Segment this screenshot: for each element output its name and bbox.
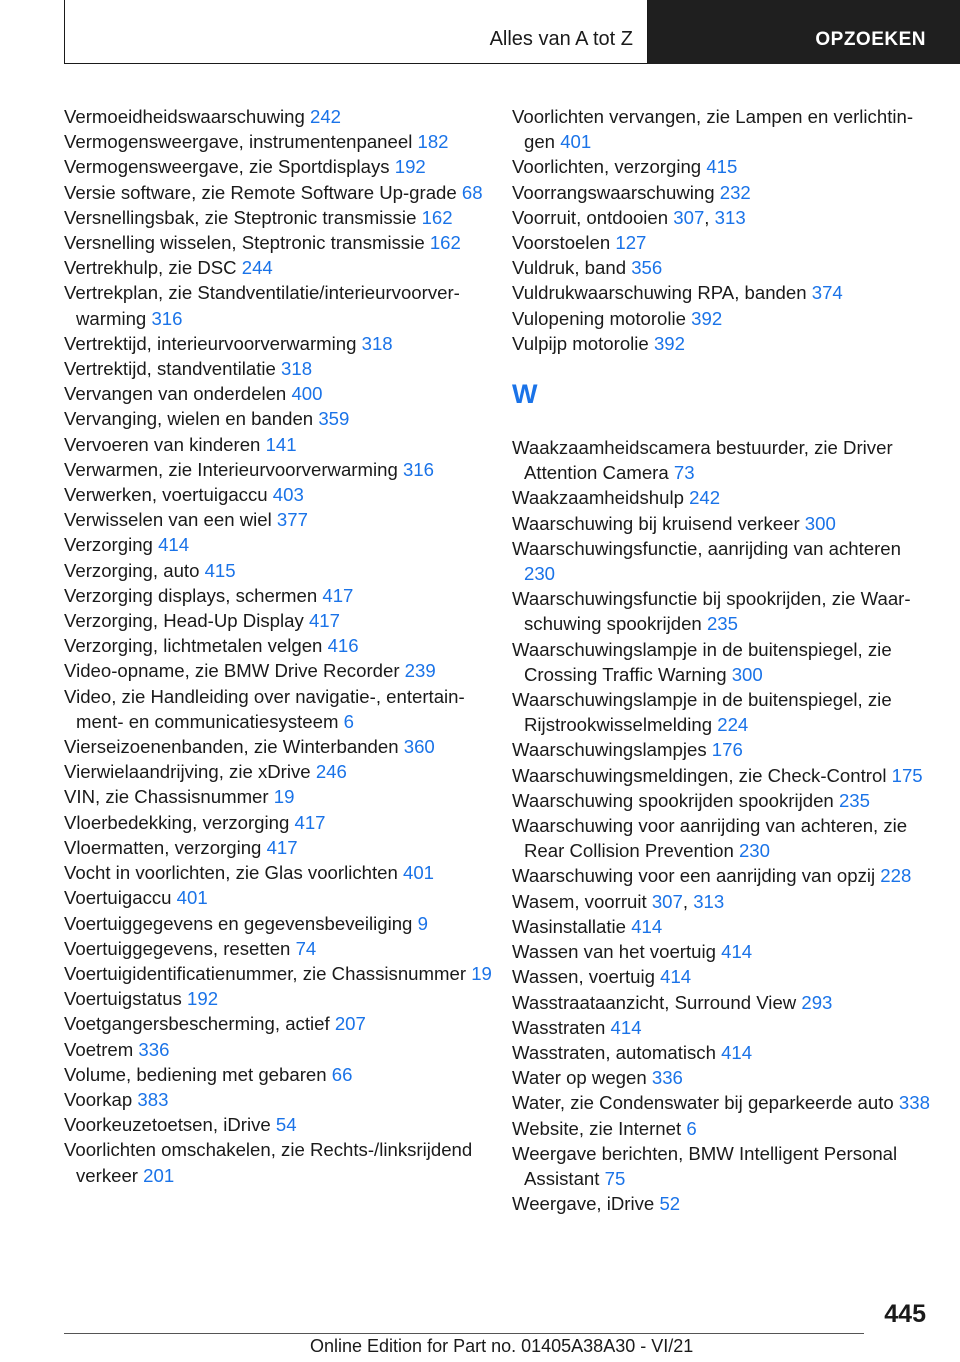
page-link[interactable]: 73 [673,462,695,484]
index-entry [512,737,932,762]
page-link[interactable]: 9 [417,912,428,934]
index-term: Voorlichten, verzorging [512,156,707,178]
page-link[interactable]: 182 [417,131,449,153]
index-entry [64,558,494,583]
index-entry [512,180,932,205]
index-term: Voetgangersbescherming, actief [64,1013,335,1035]
index-term: Waarschuwing spookrijden spookrijden [512,789,839,811]
page-link[interactable]: 307 [673,206,705,228]
page-link[interactable]: 224 [717,714,749,736]
index-entry [64,633,494,658]
index-term: Vertrekplan, zie Standventilatie/interieurvoorverwarming [64,282,460,329]
index-entry [64,356,494,381]
index-entry [512,1090,932,1115]
index-entry [64,885,494,910]
index-term: Voertuiggegevens en gegevensbeveiliging [64,912,418,934]
index-term: Weergave berichten, BMW Intelligent Personal Assistant [512,1142,898,1189]
index-term: Video, zie Handleiding over navigatie-, entertainment- en communicatiesysteem [64,685,465,732]
index-entry [64,482,494,507]
index-term: Vuldrukwaarschuwing RPA, banden [512,282,812,304]
page-link[interactable]: 293 [801,991,833,1013]
index-term: Voertuigaccu [64,887,177,909]
index-entry [512,104,932,154]
index-term: Voorrangswaarschuwing [512,181,720,203]
index-term: Voertuigstatus [64,988,188,1010]
index-term: Voorlichten omschakelen, zie Rechts-/linksrijdend verkeer [64,1139,473,1186]
footer-divider [64,1333,864,1334]
index-group-w [512,435,932,1216]
page-link[interactable]: 235 [838,789,870,811]
index-term: Vierwielaandrijving, zie xDrive [64,761,316,783]
page-link[interactable]: 230 [738,840,770,862]
index-term: Voetrem [64,1038,139,1060]
index-entry [64,734,494,759]
page-link[interactable]: 313 [714,206,746,228]
index-term: Voorkap [64,1088,138,1110]
index-term: Volume, bediening met gebaren [64,1063,332,1085]
index-entry [64,759,494,784]
page-link[interactable]: 318 [361,332,393,354]
page-link[interactable]: 318 [281,358,313,380]
index-entry [512,331,932,356]
page-link[interactable]: 414 [610,1016,642,1038]
page-link[interactable]: 392 [653,332,685,354]
page-link[interactable]: 416 [327,635,359,657]
page-link[interactable]: 316 [151,307,183,329]
page-link[interactable]: 54 [275,1114,297,1136]
index-term: Vierseizoenenbanden, zie Winterbanden [64,736,404,758]
page-link[interactable]: 400 [291,383,323,405]
index-entry [64,432,494,457]
page-link[interactable]: 401 [403,862,435,884]
index-entry [64,129,494,154]
index-entry [512,536,932,586]
index-term: Wasstraten [512,1016,611,1038]
page-link[interactable]: 414 [721,1041,753,1063]
index-term: Verwisselen van een wiel [64,509,277,531]
page-link[interactable]: 232 [719,181,751,203]
index-entry [64,331,494,356]
index-entry [64,810,494,835]
index-term: Vermoeidheidswaarschuwing [64,106,310,127]
index-term: Vermogensweergave, instrumentenpaneel [64,131,418,153]
index-term: Verzorging, lichtmetalen velgen [64,635,328,657]
index-term: Wasem, voorruit [512,890,652,912]
index-term: Wassen van het voertuig [512,941,722,963]
page-link[interactable]: 242 [689,487,721,509]
index-entry [512,205,932,230]
index-entry [64,104,494,129]
index-entry [512,306,932,331]
index-term: Vulpijp motorolie [512,332,654,354]
page-link[interactable]: 415 [706,156,738,178]
page-link[interactable]: 401 [560,131,592,153]
index-term: Verzorging displays, schermen [64,584,323,606]
index-term: Waarschuwingsfunctie bij spookrijden, zie Waarschuwing spookrijden [512,588,911,635]
page-link[interactable]: 162 [421,206,453,228]
index-entry [512,637,932,687]
index-entry [64,406,494,431]
index-term: Vervoeren van kinderen [64,433,266,455]
index-entry [64,658,494,683]
index-entry [64,911,494,936]
page-link[interactable]: 414 [158,534,190,556]
page-link[interactable]: 401 [176,887,208,909]
page-link[interactable]: 374 [811,282,843,304]
index-entry [64,532,494,557]
index-term: Vloerbedekking, verzorging [64,811,295,833]
index-term: Vulopening motorolie [512,307,692,329]
page-link[interactable]: 359 [318,408,350,430]
index-entry [64,457,494,482]
index-column-right [512,104,932,1216]
index-term: Waarschuwing voor aanrijding van achteren, zie Rear Collision Prevention [512,815,908,862]
index-entry [512,1141,932,1191]
page-link[interactable]: 192 [394,156,426,178]
index-entry [64,936,494,961]
index-term: Waakzaamheidscamera bestuurder, zie Driver Attention Camera [512,437,893,484]
index-entry [512,914,932,939]
page-link[interactable]: 244 [241,257,273,279]
page-link[interactable]: 176 [711,739,743,761]
index-entry [512,586,932,636]
section-title: Alles van A tot Z [489,28,633,50]
index-entry [512,154,932,179]
chapter-tab [648,0,960,64]
index-term: Waarschuwing bij kruisend verkeer [512,512,805,534]
index-entry [512,255,932,280]
page-link[interactable]: 377 [276,509,308,531]
page-link[interactable]: 392 [691,307,723,329]
page-link[interactable]: 414 [721,941,753,963]
section-tab [64,0,648,64]
index-term: Water op wegen [512,1067,652,1089]
index-term: Vervanging, wielen en banden [64,408,319,430]
index-term: Waarschuwingslampjes [512,739,712,761]
index-term: Verwerken, voertuigaccu [64,484,273,506]
page-link[interactable]: 52 [659,1193,681,1215]
index-column-left [64,104,494,1188]
page-link[interactable]: 417 [308,610,340,632]
index-term: Versnellingsbak, zie Steptronic transmissie [64,206,422,228]
index-entry [64,961,494,986]
page-link[interactable]: 68 [461,181,483,203]
page-link[interactable]: 75 [604,1167,626,1189]
index-entry [64,230,494,255]
page-link[interactable]: 246 [315,761,347,783]
page-link[interactable]: 300 [731,663,763,685]
index-entry [512,1116,932,1141]
page-link[interactable]: 235 [706,613,738,635]
index-term: Vertrekhulp, zie DSC [64,257,242,279]
index-entry [512,939,932,964]
index-entry [512,763,932,788]
index-entry [64,835,494,860]
index-term: Versie software, zie Remote Software Up-grade [64,181,462,203]
page-link[interactable]: 19 [471,962,492,984]
index-entry [64,1011,494,1036]
index-term: Voorlichten vervangen, zie Lampen en verlichtingen [512,106,914,153]
page-link[interactable]: 74 [295,937,317,959]
index-term: Waarschuwingslampje in de buitenspiegel, zie Rijstrookwisselmelding [512,689,892,736]
letter-heading: W [512,379,538,410]
index-entry [512,687,932,737]
page-link[interactable]: 207 [334,1013,366,1035]
index-term: Vloermatten, verzorging [64,836,267,858]
index-term: Wasstraataanzicht, Surround View [512,991,802,1013]
index-term: Versnelling wisselen, Steptronic transmissie [64,232,430,254]
page-header [0,0,960,66]
page-link[interactable]: 201 [143,1164,175,1186]
index-term: Water, zie Condenswater bij geparkeerde auto [512,1092,899,1114]
page-link[interactable]: 242 [310,106,342,127]
index-entry [512,1065,932,1090]
page-link[interactable]: 239 [404,660,436,682]
index-term: Vertrektijd, standventilatie [64,358,282,380]
index-entry [512,990,932,1015]
page-link[interactable]: 383 [137,1088,169,1110]
index-term: Vermogensweergave, zie Sportdisplays [64,156,395,178]
page-link[interactable]: 300 [804,512,836,534]
index-group-v [512,104,932,356]
index-entry [512,511,932,536]
page-link[interactable]: 141 [265,433,297,455]
index-entry [64,684,494,734]
index-entry [64,1062,494,1087]
index-entry [64,1137,494,1187]
page-link[interactable]: 19 [273,786,295,808]
index-entry [64,1112,494,1137]
page-link[interactable]: 316 [402,458,434,480]
index-entry [64,507,494,532]
index-term: Verwarmen, zie Interieurvoorverwarming [64,458,403,480]
page-link[interactable]: 6 [686,1117,697,1139]
chapter-title: OPZOEKEN [815,29,926,50]
index-term: Video-opname, zie BMW Drive Recorder [64,660,405,682]
page-link[interactable]: 338 [898,1092,930,1114]
index-entry [512,1015,932,1040]
index-term: Weergave, iDrive [512,1193,660,1215]
index-entry [512,964,932,989]
page-link[interactable]: 307 [651,890,683,912]
index-term: Voertuiggegevens, resetten [64,937,296,959]
index-term: Waarschuwingsmeldingen, zie Check-Control [512,764,892,786]
footer-edition: Online Edition for Part no. 01405A38A30 - VI/21 [310,1336,694,1356]
page-link[interactable]: 336 [651,1067,683,1089]
page-link[interactable]: 336 [138,1038,170,1060]
index-term: Wassen, voertuig [512,966,661,988]
index-term: Waarschuwingslampje in de buitenspiegel, zie Crossing Traffic Warning [512,638,892,685]
page-link[interactable]: 415 [204,559,236,581]
index-entry [512,1040,932,1065]
index-term: Waakzaamheidshulp [512,487,690,509]
page-link[interactable]: 414 [660,966,692,988]
index-term: Waarschuwing voor een aanrijding van opzij [512,865,881,887]
index-term: Vocht in voorlichten, zie Glas voorlichten [64,862,403,884]
page-link[interactable]: 417 [266,836,298,858]
index-term: Voertuigidentificatienummer, zie Chassisnummer [64,962,472,984]
index-entry [64,180,494,205]
page-link[interactable]: 6 [343,710,354,732]
index-term: Verzorging [64,534,159,556]
page-link[interactable]: 356 [631,257,663,279]
index-entry [64,280,494,330]
index-term: Voorstoelen [512,232,616,254]
index-entry [64,205,494,230]
page-link[interactable]: 162 [429,232,461,254]
index-term: Verzorging, Head-Up Display [64,610,309,632]
index-entry [64,986,494,1011]
page-link[interactable]: 403 [272,484,304,506]
index-term: Wasstraten, automatisch [512,1041,722,1063]
page-link[interactable]: 230 [524,563,556,585]
index-entry [512,863,932,888]
index-entry [512,485,932,510]
index-entry [64,154,494,179]
index-term: Vertrektijd, interieurvoorverwarming [64,332,362,354]
index-entry [64,1087,494,1112]
index-entry [64,860,494,885]
index-entry [512,280,932,305]
index-entry [64,583,494,608]
page-number: 445 [884,1300,926,1328]
page-link[interactable]: 313 [693,890,725,912]
index-term: Voorkeuzetoetsen, iDrive [64,1114,276,1136]
index-entry [64,608,494,633]
page-link[interactable]: 417 [294,811,326,833]
page-link[interactable]: 66 [331,1063,353,1085]
page-separator: , [704,206,715,228]
index-entry [64,381,494,406]
page-separator: , [682,890,694,912]
page-link[interactable]: 192 [187,988,219,1010]
index-term: Wasinstallatie [512,915,632,937]
index-entry [512,788,932,813]
index-term: Vervangen van onderdelen [64,383,292,405]
index-term: Voorruit, ontdooien [512,206,674,228]
index-entry [512,230,932,255]
index-entry [512,889,932,914]
index-entry [64,1037,494,1062]
index-term: Waarschuwingsfunctie, aanrijding van achteren [512,537,901,559]
index-entry [512,813,932,863]
page-link[interactable]: 127 [615,232,647,254]
page-link[interactable]: 417 [322,584,354,606]
index-entry [512,1191,932,1216]
page-link[interactable]: 360 [403,736,435,758]
index-entry [512,435,932,485]
index-term: VIN, zie Chassisnummer [64,786,274,808]
index-term: Verzorging, auto [64,559,205,581]
index-entry [64,784,494,809]
page-link[interactable]: 414 [631,915,663,937]
page-link[interactable]: 175 [891,764,923,786]
index-entry [64,255,494,280]
index-term: Vuldruk, band [512,257,632,279]
index-term: Website, zie Internet [512,1117,687,1139]
page-link[interactable]: 228 [880,865,912,887]
